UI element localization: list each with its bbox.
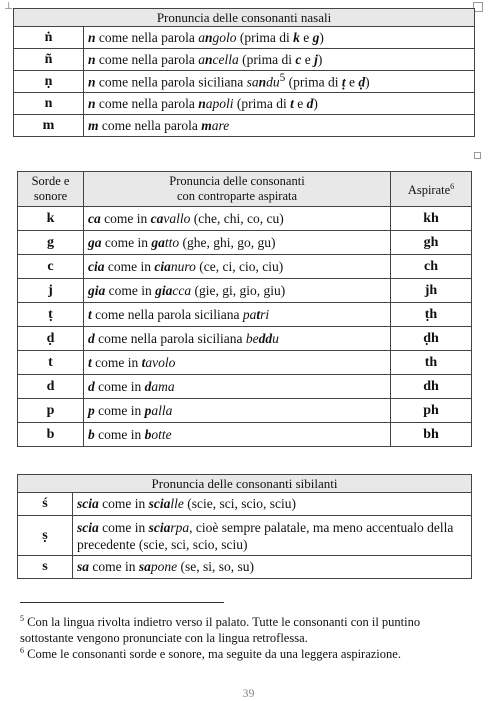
- footnote-6-text: Come le consonanti sorde e sonore, ma seguite da una leggera aspirazione.: [27, 647, 401, 662]
- nasal-symbol: n: [14, 93, 84, 115]
- sibilant-description: scia come in scialle (scie, sci, scio, sciu): [73, 493, 472, 516]
- corner-marker: ⊥: [4, 1, 14, 12]
- consonant-description: ca come in cavallo (che, chi, co, cu): [84, 207, 391, 231]
- aspirated-symbol: ph: [391, 399, 472, 423]
- footnote-separator: [20, 602, 224, 603]
- nasal-description: n come nella parola ancella (prima di c e j): [84, 49, 475, 71]
- consonant-description: cia come in cianuro (ce, ci, cio, ciu): [84, 255, 391, 279]
- footnote-5-text: Con la lingua rivolta indietro verso il palato. Tutte le consonanti con il puntino sottostante vengono pronunciate con la lingua retroflessa.: [20, 615, 421, 646]
- table-row: [18, 375, 472, 399]
- consonant-symbol: k: [18, 207, 84, 231]
- header-mid-line2: con controparte aspirata: [176, 189, 298, 203]
- sibilant-symbol: ṣ: [18, 516, 73, 556]
- header-pronunciation: [84, 172, 391, 207]
- table-resize-handle[interactable]: [474, 152, 481, 159]
- nasal-description: n come nella parola siciliana sandu$^5$ (prima di ṭ e ḍ): [84, 71, 475, 93]
- table-row: [18, 303, 472, 327]
- consonant-symbol: ḍ: [18, 327, 84, 351]
- table-row: [18, 279, 472, 303]
- consonant-description: t come nella parola siciliana patri: [84, 303, 391, 327]
- footnote-6-number: 6: [20, 646, 24, 655]
- table-row: [18, 351, 472, 375]
- consonant-description: gia come in giacca (gie, gi, gio, giu): [84, 279, 391, 303]
- nasal-description: n come nella parola napoli (prima di t e d): [84, 93, 475, 115]
- aspirated-symbol: dh: [391, 375, 472, 399]
- table-row: [18, 516, 472, 556]
- consonant-description: p come in palla: [84, 399, 391, 423]
- footnote-ref-6: 6: [450, 182, 455, 192]
- table-row: [14, 27, 475, 49]
- nasal-symbol: ṇ: [14, 71, 84, 93]
- consonant-description: d come in dama: [84, 375, 391, 399]
- aspirated-symbol: bh: [391, 423, 472, 447]
- header-mid-line1: Pronuncia delle consonanti: [169, 174, 305, 188]
- header-aspirated: [391, 172, 472, 207]
- header-left-line1: Sorde e: [31, 174, 70, 188]
- nasal-symbol: ṅ: [14, 27, 84, 49]
- table-row: [14, 71, 475, 93]
- table-row: [18, 423, 472, 447]
- footnote-5-number: 5: [20, 614, 24, 623]
- consonant-symbol: b: [18, 423, 84, 447]
- nasal-table-caption: Pronuncia delle consonanti nasali: [14, 9, 475, 27]
- sibilant-description: sa come in sapone (se, si, so, su): [73, 556, 472, 579]
- table-row: [18, 255, 472, 279]
- table-row: [18, 207, 472, 231]
- table-row: [18, 231, 472, 255]
- consonant-description: b come in botte: [84, 423, 391, 447]
- table-row: [18, 556, 472, 579]
- consonant-description: ga come in gatto (ghe, ghi, go, gu): [84, 231, 391, 255]
- table-row: [14, 49, 475, 71]
- sibilant-symbol: s: [18, 556, 73, 579]
- aspirated-symbol: ṭh: [391, 303, 472, 327]
- footnote-5: [20, 611, 460, 646]
- nasal-consonants-table: [13, 8, 475, 137]
- aspirated-symbol: kh: [391, 207, 472, 231]
- consonant-description: t come in tavolo: [84, 351, 391, 375]
- consonant-symbol: d: [18, 375, 84, 399]
- header-voiceless-voiced: [18, 172, 84, 207]
- table-row: [18, 399, 472, 423]
- sibilant-consonants-table: [17, 474, 472, 579]
- table-row: [14, 93, 475, 115]
- table-row: [18, 327, 472, 351]
- aspirated-symbol: ḍh: [391, 327, 472, 351]
- aspirated-symbol: th: [391, 351, 472, 375]
- nasal-description: m come nella parola mare: [84, 115, 475, 137]
- footnote-6: [20, 643, 460, 662]
- aspirated-consonants-table: [17, 171, 472, 447]
- sibilant-table-caption: Pronuncia delle consonanti sibilanti: [18, 475, 472, 493]
- table-row: [18, 493, 472, 516]
- consonant-symbol: ṭ: [18, 303, 84, 327]
- sibilant-description: scia come in sciarpa, cioè sempre palatale, ma meno accentualo della precedente (scie, sci, scio, sciu): [73, 516, 472, 556]
- aspirated-symbol: jh: [391, 279, 472, 303]
- aspirated-symbol: gh: [391, 231, 472, 255]
- consonant-symbol: c: [18, 255, 84, 279]
- nasal-symbol: m: [14, 115, 84, 137]
- page-number: 39: [242, 686, 255, 700]
- table-row: [14, 115, 475, 137]
- header-left-line2: sonore: [33, 189, 68, 203]
- consonant-symbol: p: [18, 399, 84, 423]
- sibilant-symbol: ś: [18, 493, 73, 516]
- header-right-label: Aspirate: [407, 183, 451, 198]
- nasal-symbol: ñ: [14, 49, 84, 71]
- aspirated-symbol: ch: [391, 255, 472, 279]
- nasal-description: n come nella parola angolo (prima di k e g): [84, 27, 475, 49]
- consonant-symbol: j: [18, 279, 84, 303]
- consonant-description: d come nella parola siciliana beddu: [84, 327, 391, 351]
- consonant-symbol: g: [18, 231, 84, 255]
- consonant-symbol: t: [18, 351, 84, 375]
